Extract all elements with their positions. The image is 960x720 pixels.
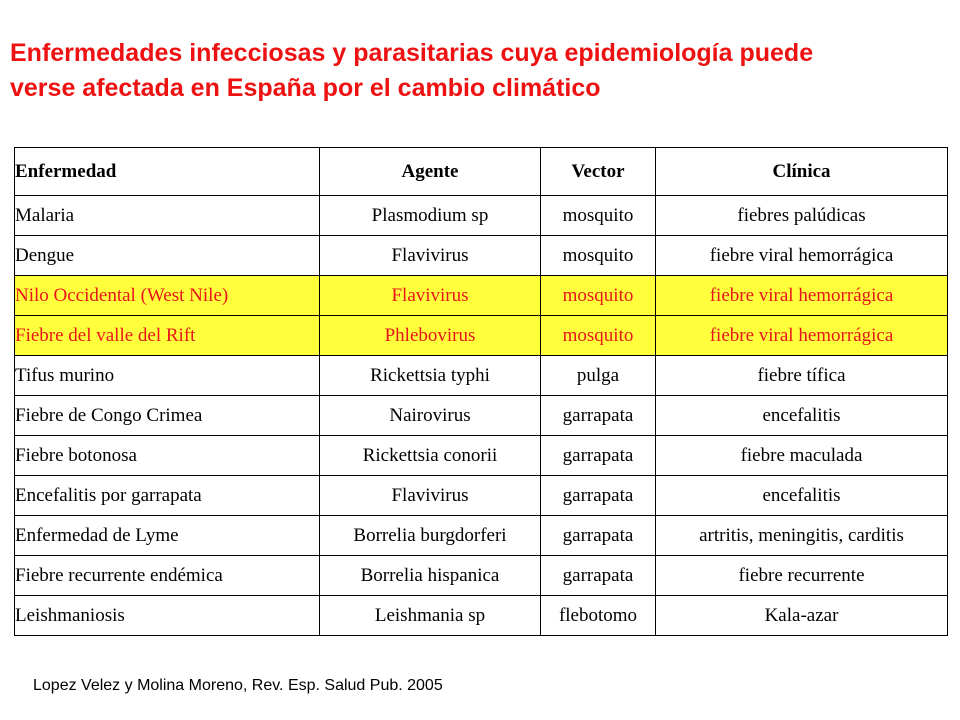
cell-agente: Borrelia hispanica <box>320 556 541 596</box>
cell-vector: garrapata <box>541 476 656 516</box>
table-row <box>15 316 948 356</box>
cell-enfermedad: Fiebre botonosa <box>15 436 320 476</box>
cell-clinica: Kala-azar <box>656 596 948 636</box>
cell-clinica: fiebre viral hemorrágica <box>656 316 948 356</box>
cell-agente: Flavivirus <box>320 476 541 516</box>
header-clinica: Clínica <box>656 148 948 196</box>
cell-agente: Flavivirus <box>320 236 541 276</box>
cell-clinica: encefalitis <box>656 476 948 516</box>
cell-enfermedad: Dengue <box>15 236 320 276</box>
cell-agente: Plasmodium sp <box>320 196 541 236</box>
page-title-line-2: verse afectada en España por el cambio climático <box>10 74 601 102</box>
cell-enfermedad: Nilo Occidental (West Nile) <box>15 276 320 316</box>
cell-agente: Leishmania sp <box>320 596 541 636</box>
cell-vector: garrapata <box>541 556 656 596</box>
table-row <box>15 596 948 636</box>
cell-vector: pulga <box>541 356 656 396</box>
cell-enfermedad: Enfermedad de Lyme <box>15 516 320 556</box>
table-row <box>15 516 948 556</box>
cell-clinica: fiebre recurrente <box>656 556 948 596</box>
header-vector: Vector <box>541 148 656 196</box>
cell-enfermedad: Fiebre recurrente endémica <box>15 556 320 596</box>
cell-vector: garrapata <box>541 436 656 476</box>
cell-agente: Rickettsia typhi <box>320 356 541 396</box>
cell-vector: garrapata <box>541 516 656 556</box>
cell-clinica: fiebre maculada <box>656 436 948 476</box>
table-row <box>15 556 948 596</box>
cell-enfermedad: Fiebre del valle del Rift <box>15 316 320 356</box>
cell-vector: mosquito <box>541 236 656 276</box>
cell-clinica: fiebre viral hemorrágica <box>656 236 948 276</box>
cell-agente: Phlebovirus <box>320 316 541 356</box>
cell-enfermedad: Fiebre de Congo Crimea <box>15 396 320 436</box>
table-row <box>15 356 948 396</box>
header-agente: Agente <box>320 148 541 196</box>
cell-agente: Flavivirus <box>320 276 541 316</box>
header-enfermedad: Enfermedad <box>15 148 320 196</box>
table-row <box>15 236 948 276</box>
cell-clinica: fiebre tífica <box>656 356 948 396</box>
cell-vector: mosquito <box>541 316 656 356</box>
page-title <box>10 36 930 106</box>
cell-vector: flebotomo <box>541 596 656 636</box>
table-row <box>15 396 948 436</box>
disease-table <box>14 147 948 636</box>
table-row <box>15 276 948 316</box>
cell-clinica: fiebres palúdicas <box>656 196 948 236</box>
citation: Lopez Velez y Molina Moreno, Rev. Esp. Salud Pub. 2005 <box>33 677 443 694</box>
cell-vector: garrapata <box>541 396 656 436</box>
cell-agente: Borrelia burgdorferi <box>320 516 541 556</box>
cell-vector: mosquito <box>541 196 656 236</box>
cell-enfermedad: Tifus murino <box>15 356 320 396</box>
table-header-row <box>15 148 948 196</box>
table-row <box>15 476 948 516</box>
cell-enfermedad: Encefalitis por garrapata <box>15 476 320 516</box>
cell-vector: mosquito <box>541 276 656 316</box>
cell-agente: Nairovirus <box>320 396 541 436</box>
cell-enfermedad: Malaria <box>15 196 320 236</box>
cell-clinica: artritis, meningitis, carditis <box>656 516 948 556</box>
cell-enfermedad: Leishmaniosis <box>15 596 320 636</box>
cell-clinica: encefalitis <box>656 396 948 436</box>
table-row <box>15 436 948 476</box>
cell-clinica: fiebre viral hemorrágica <box>656 276 948 316</box>
page-title-line-1: Enfermedades infecciosas y parasitarias cuya epidemiología puede <box>10 39 814 67</box>
cell-agente: Rickettsia conorii <box>320 436 541 476</box>
table-row <box>15 196 948 236</box>
